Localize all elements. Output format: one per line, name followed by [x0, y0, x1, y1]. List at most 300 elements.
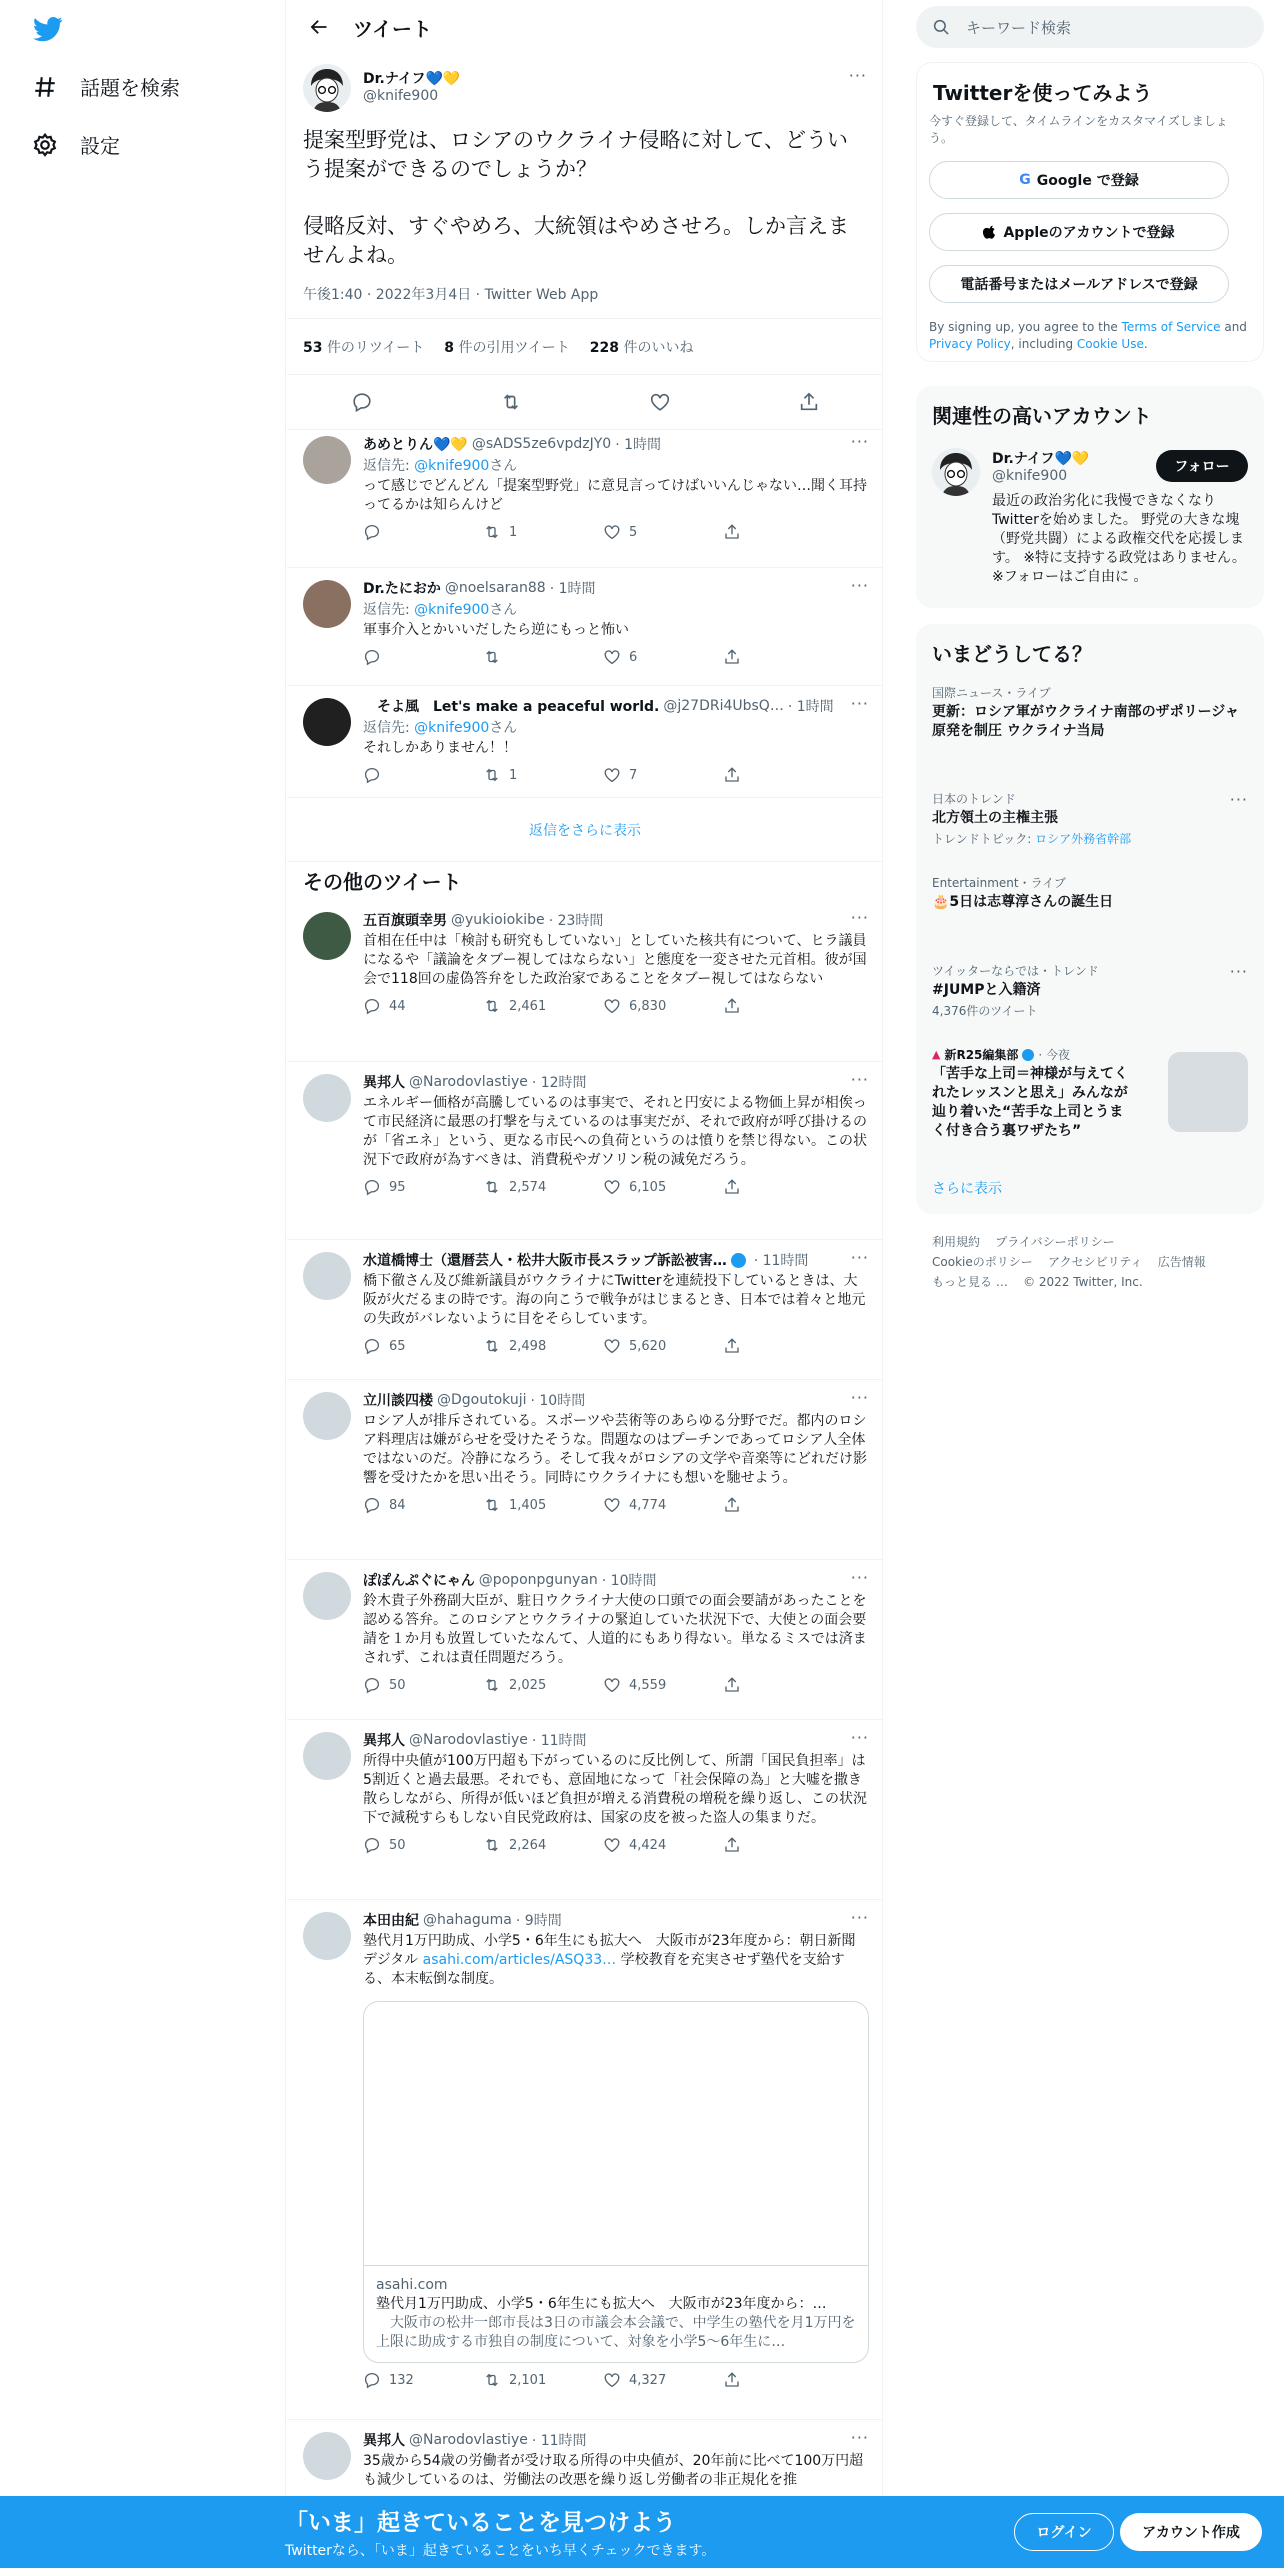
bottom-bar-headline: 「いま」起きていることを見つけよう [285, 2510, 676, 2536]
tweet-body [363, 1570, 869, 1694]
other-tweets-heading: その他のツイート [303, 870, 462, 894]
like-button[interactable] [603, 523, 723, 541]
tweet-action-bar [363, 766, 869, 784]
reply-button[interactable] [363, 1836, 483, 1854]
avatar[interactable] [303, 1732, 351, 1780]
more-options-icon[interactable]: ··· [850, 432, 869, 451]
tweet-text-part: 学校教育を充実させず塾代を支給する、本末転倒な制度。 [363, 1952, 845, 1987]
share-icon [723, 1496, 741, 1514]
retweets-label: 件のリツイート [326, 340, 425, 356]
like-icon [603, 766, 621, 784]
tweet-text [303, 126, 867, 270]
author-name[interactable]: 五百旗頭幸男 [363, 913, 447, 929]
author-name[interactable]: ぽぽんぷぐにゃん [363, 1573, 475, 1589]
trend-item[interactable] [932, 790, 1248, 847]
retweet-count: 2,025 [509, 1677, 547, 1693]
reply-tweet[interactable] [287, 424, 883, 568]
like-button[interactable] [603, 766, 723, 784]
avatar[interactable] [303, 1572, 351, 1620]
tweet-action-bar [363, 997, 869, 1015]
like-button[interactable] [603, 1178, 723, 1196]
reply-icon [363, 523, 381, 541]
terms-text: and [1220, 320, 1247, 334]
tweet-stats [303, 337, 693, 357]
more-options-icon[interactable]: ··· [850, 694, 869, 713]
reply-count: 84 [389, 1497, 406, 1513]
tweet-meta [363, 434, 869, 454]
tweet-text: 軍事介入とかいいだしたら逆にもっと怖い [363, 622, 629, 638]
like-icon [603, 1676, 621, 1694]
tweet-text: 35歳から54歳の労働者が受け取る所得の中央値が、20年前に比べて100万円超も減少しているのは、労働法の改悪を繰り返し労働者の非正規化を推 [363, 2453, 864, 2488]
like-button[interactable] [603, 1676, 723, 1694]
like-icon [603, 997, 621, 1015]
tweet-meta [363, 578, 869, 598]
author-handle[interactable]: @knife900 [363, 88, 439, 104]
tweet-time[interactable]: · 10時間 [530, 1393, 586, 1409]
signup-card-title: Twitterを使ってみよう [933, 81, 1153, 105]
reply-icon [363, 1178, 381, 1196]
retweet-count: 2,498 [509, 1338, 547, 1354]
reply-icon [363, 1496, 381, 1514]
author-handle[interactable]: @hahaguma [423, 1912, 512, 1928]
author-name[interactable]: そよ風 Let's make a peaceful world. [363, 699, 660, 715]
reply-count: 50 [389, 1677, 406, 1693]
back-button[interactable] [301, 9, 337, 45]
retweet-button[interactable] [483, 648, 603, 666]
like-icon[interactable] [649, 391, 671, 413]
more-options-icon[interactable]: ··· [1229, 790, 1248, 809]
google-signup-label: Google で登録 [1036, 173, 1139, 189]
more-options-icon[interactable]: ··· [850, 1248, 869, 1267]
quotes-stat[interactable] [444, 337, 570, 357]
terms-text: , including [1010, 337, 1077, 351]
tweet[interactable] [287, 1720, 883, 1900]
like-button[interactable] [603, 648, 723, 666]
tweet-time[interactable]: · 10時間 [601, 1573, 657, 1589]
quotes-count: 8 [444, 340, 454, 356]
retweet-icon [483, 1496, 501, 1514]
share-button[interactable] [723, 2371, 843, 2389]
author-handle[interactable]: @sADS5ze6vpdzJY0 [471, 436, 612, 452]
author-handle[interactable]: @Narodovlastiye [409, 1732, 528, 1748]
author-name[interactable]: 本田由紀 [363, 1913, 419, 1929]
show-more-replies-link[interactable]: 返信をさらに表示 [287, 798, 883, 862]
phone-email-signup-button[interactable] [929, 265, 1229, 303]
trend-item[interactable] [932, 684, 1248, 741]
divider [287, 318, 883, 319]
author-name[interactable]: 水道橋博士（還暦芸人・松井大阪市長スラップ訴訟被害… [363, 1253, 727, 1269]
nav-settings-label: 設定 [80, 134, 120, 158]
avatar[interactable] [303, 1392, 351, 1440]
tweet-text: エネルギー価格が高騰しているのは事実で、それと円安による物価上昇が相俟って市民経済に最悪の打撃を与えているのは事実だが、それで政府が呼び掛けるのが「省エネ」という、更なる市民への負荷というのは憤りを禁じ得ない。この状況下で政府が為すべきは、消費税やガソリン税の減免だろう。 [363, 1095, 867, 1168]
terms-text: . [1143, 337, 1148, 351]
share-button[interactable] [723, 997, 843, 1015]
footer-cookie-link[interactable]: Cookieのポリシー [932, 1255, 1033, 1269]
footer-privacy-link[interactable]: プライバシーポリシー [995, 1235, 1115, 1249]
avatar[interactable] [303, 580, 351, 628]
retweet-count: 2,574 [509, 1179, 547, 1195]
tweet-time[interactable]: · 1時間 [615, 437, 661, 453]
reply-count: 50 [389, 1837, 406, 1853]
tweet-action-bar [363, 523, 869, 541]
tweet[interactable] [287, 1240, 883, 1380]
reply-tweet[interactable] [287, 568, 883, 686]
tweet-text: って感じでどんどん「提案型野党」に意見言ってけばいいんじゃない…聞く耳持ってるかは知らんけど [363, 478, 867, 513]
reply-icon [363, 1337, 381, 1355]
reply-button[interactable] [363, 1496, 483, 1514]
more-options-icon[interactable]: ··· [850, 1568, 869, 1587]
share-icon [723, 1178, 741, 1196]
retweet-icon[interactable] [500, 391, 522, 413]
left-nav [0, 0, 286, 2568]
retweet-count: 2,264 [509, 1837, 547, 1853]
like-count: 6 [629, 649, 638, 665]
reply-icon [363, 997, 381, 1015]
avatar-illustration-icon [303, 64, 351, 112]
reply-context [363, 599, 869, 619]
gear-icon [32, 132, 58, 158]
avatar[interactable] [303, 436, 351, 484]
author-handle[interactable]: @poponpgunyan [478, 1572, 598, 1588]
retweet-icon [483, 1337, 501, 1355]
avatar[interactable] [303, 698, 351, 746]
tweet-text: ロシア人が排斥されている。スポーツや芸術等のあらゆる分野でだ。都内のロシア料理店は嫌がらせを受けたそうな。問題なのはプーチンであってロシア人全体ではないのだ。冷静になろう。そして我々がロシアの文学や音楽等にどれだけ影響を受けたかを思い出そう。同時にウクライナにも想いを馳せよう。 [363, 1413, 867, 1486]
tweet-timestamp[interactable]: 午後1:40 · 2022年3月4日 · Twitter Web App [303, 287, 599, 303]
retweet-icon [483, 1178, 501, 1196]
share-button[interactable] [723, 1676, 843, 1694]
more-options-icon[interactable]: ··· [850, 1070, 869, 1089]
verified-badge-icon [1022, 1049, 1034, 1061]
tweet-body [363, 2430, 869, 2490]
reply-prefix: 返信先: [363, 602, 415, 618]
author-handle[interactable]: @Narodovlastiye [409, 1074, 528, 1090]
share-button[interactable] [723, 766, 843, 784]
tweet-text: 鈴木貴子外務副大臣が、駐日ウクライナ大使の口頭での面会要請があったことを認める答弁。このロシアとウクライナの緊迫していた状況下で、大使との面会要請を１か月も放置していたなんて、人道的にもあり得ない。単なるミスでは済まされず、これは責任問題だろう。 [363, 1593, 867, 1666]
reply-button[interactable] [363, 1337, 483, 1355]
back-arrow-icon [309, 17, 329, 37]
trend-item[interactable] [932, 1046, 1248, 1141]
trend-category: 日本のトレンド [932, 792, 1016, 806]
author-name[interactable]: 異邦人 [363, 1733, 405, 1749]
tweet-body [363, 696, 869, 784]
author-name[interactable]: Dr.たにおか [363, 581, 441, 597]
share-button[interactable] [723, 648, 843, 666]
author-name[interactable]: 立川談四楼 [363, 1393, 433, 1409]
reply-suffix: さん [489, 720, 518, 736]
trends-card [916, 624, 1264, 1214]
trend-thumbnail [1168, 1052, 1248, 1132]
trends-title: いまどうしてる？ [932, 642, 1092, 666]
avatar[interactable] [303, 1252, 351, 1300]
apple-signup-label: Appleのアカウントで登録 [1003, 225, 1175, 241]
bottom-signup-bar [0, 2496, 1284, 2568]
like-count: 5 [629, 524, 638, 540]
tweet-action-bar [363, 1676, 869, 1694]
footer-more-link[interactable]: もっと見る … [932, 1275, 1008, 1289]
like-count: 6,830 [629, 998, 667, 1014]
reply-button[interactable] [363, 2371, 483, 2389]
likes-stat[interactable] [590, 337, 694, 357]
trend-source-time: · 今夜 [1038, 1048, 1071, 1062]
more-options-icon[interactable]: ··· [850, 1728, 869, 1747]
retweet-icon [483, 523, 501, 541]
avatar[interactable] [932, 448, 980, 496]
tweet-body [363, 1390, 869, 1514]
tweet[interactable] [287, 1062, 883, 1240]
share-icon [723, 648, 741, 666]
share-button[interactable] [723, 1178, 843, 1196]
trend-topic-link[interactable]: ロシア外務省幹部 [1035, 832, 1132, 846]
tweet-meta [363, 1570, 869, 1590]
tweet-text: 橋下徹さん及び維新議員がウクライナにTwitterを連続投下しているときは、大阪が火だるまの時です。海の向こうで戦争がはじまるとき、日本では着々と地元の失政がバレないように目をそらしています。 [363, 1273, 866, 1327]
tweet-meta [363, 1910, 869, 1930]
retweet-button[interactable] [483, 523, 603, 541]
like-icon [603, 1178, 621, 1196]
reply-count: 95 [389, 1179, 406, 1195]
sidebar-footer [932, 1232, 1252, 1292]
share-icon[interactable] [798, 391, 820, 413]
trend-title: 🎂5日は志尊淳さんの誕生日 [932, 894, 1114, 910]
tweet-text-part: 塾代月1万円助成、小学5・6年生にも拡大へ 大阪市が23年度から：朝日新聞デジタル [363, 1933, 856, 1968]
link-card[interactable] [363, 2001, 869, 2363]
retweet-button[interactable] [483, 1836, 603, 1854]
retweet-icon [483, 997, 501, 1015]
tweet[interactable] [287, 1380, 883, 1560]
author-handle[interactable]: @Dgoutokuji [437, 1392, 527, 1408]
share-button[interactable] [723, 1496, 843, 1514]
tweet-time[interactable]: · 11時間 [531, 1733, 587, 1749]
avatar[interactable] [303, 2432, 351, 2480]
trend-sub-prefix: トレンドトピック: [932, 832, 1036, 846]
more-options-icon[interactable]: ··· [850, 576, 869, 595]
show-more-trends-link[interactable]: さらに表示 [932, 1181, 1002, 1197]
author-handle[interactable]: @yukioiokibe [451, 912, 545, 928]
like-icon [603, 523, 621, 541]
retweets-count: 53 [303, 340, 323, 356]
tweet-paragraph-2: 侵略反対、すぐやめろ、大統領はやめさせろ。しか言えませんよね。 [303, 214, 849, 267]
main-column [287, 0, 883, 2568]
more-options-icon[interactable]: ··· [850, 2428, 869, 2447]
cookie-use-link[interactable]: Cookie Use [1076, 337, 1144, 351]
tweet-meta [363, 1390, 869, 1410]
tweet-action-bar [363, 648, 869, 666]
retweet-icon [483, 1676, 501, 1694]
footer-accessibility-link[interactable]: アクセシビリティ [1048, 1255, 1143, 1269]
tweet-link[interactable]: asahi.com/articles/ASQ33… [422, 1952, 617, 1968]
reply-to-link[interactable]: @knife900 [414, 458, 490, 474]
trend-title: 「苦手な上司＝神様が与えてくれたレッスンと思え」みんなが辿り着いた“苦手な上司とうまく付き合う裏ワザたち” [932, 1066, 1128, 1139]
tweet-body [363, 1730, 869, 1854]
related-account-name[interactable]: Dr.ナイフ💙💛 [992, 451, 1090, 467]
reply-button[interactable] [363, 1676, 483, 1694]
quotes-label: 件の引用ツイート [458, 340, 570, 356]
share-button[interactable] [723, 1836, 843, 1854]
tweet[interactable] [287, 1560, 883, 1720]
tweet-time[interactable]: · 1時間 [549, 581, 596, 597]
trend-subtitle [932, 830, 1248, 847]
retweet-count: 2,461 [509, 998, 547, 1014]
search-box[interactable] [916, 6, 1264, 48]
more-options-icon[interactable]: ··· [848, 66, 867, 85]
retweet-button[interactable] [483, 1496, 603, 1514]
reply-button[interactable] [363, 766, 483, 784]
login-button[interactable]: ログイン [1014, 2513, 1114, 2551]
share-icon [723, 2371, 741, 2389]
reply-tweet[interactable] [287, 686, 883, 798]
trend-source-name: 新R25編集部 [944, 1048, 1019, 1062]
like-button[interactable] [603, 1496, 723, 1514]
like-icon [603, 1496, 621, 1514]
likes-count: 228 [589, 340, 619, 356]
trend-subtitle: 4,376件のツイート [932, 1004, 1038, 1018]
like-icon [603, 648, 621, 666]
tweet-meta [363, 1730, 869, 1750]
privacy-policy-link[interactable]: Privacy Policy [929, 337, 1011, 351]
signup-card [916, 62, 1264, 362]
avatar[interactable] [303, 1912, 351, 1960]
search-icon [932, 18, 950, 36]
retweet-button[interactable] [483, 1676, 603, 1694]
reply-to-link[interactable]: @knife900 [414, 602, 490, 618]
trend-category: ツイッターならでは・トレンド [932, 964, 1099, 978]
reply-suffix: さん [489, 602, 518, 618]
trend-category: 国際ニュース・ライブ [932, 686, 1051, 700]
tweet-meta [363, 696, 869, 716]
tweet-body [363, 578, 869, 666]
footer-ads-link[interactable]: 広告情報 [1157, 1255, 1206, 1269]
related-account-bio: 最近の政治劣化に我慢できなくなりTwitterを始めました。 野党の大きな塊（野党共闘）による政権交代を応援します。 ※特に支持する政党はありません。 ※フォローはご自由に 。 [992, 493, 1246, 585]
like-button[interactable] [603, 997, 723, 1015]
tweet-time[interactable]: · 1時間 [787, 699, 834, 715]
share-icon [723, 1676, 741, 1694]
like-icon [603, 1337, 621, 1355]
apple-signup-button[interactable] [929, 213, 1229, 251]
reply-suffix: さん [489, 458, 518, 474]
author-name[interactable]: 異邦人 [363, 1075, 405, 1091]
reply-button[interactable] [363, 1178, 483, 1196]
nav-settings[interactable] [32, 130, 120, 159]
author-name[interactable]: 異邦人 [363, 2433, 405, 2449]
share-button[interactable] [723, 1337, 843, 1355]
tweet[interactable] [287, 900, 883, 1062]
tweet-time[interactable]: · 23時間 [548, 913, 604, 929]
retweet-button[interactable] [483, 1337, 603, 1355]
likes-label: 件のいいね [623, 340, 694, 356]
nav-explore-label: 話題を検索 [80, 76, 180, 100]
retweet-count: 2,101 [509, 2372, 547, 2388]
reply-button[interactable] [363, 648, 483, 666]
nav-explore[interactable] [32, 72, 180, 101]
tweet-time[interactable]: · 11時間 [753, 1253, 809, 1269]
like-icon [603, 2371, 621, 2389]
link-card-info [364, 2266, 868, 2362]
trend-item[interactable] [932, 962, 1248, 1019]
reply-context [363, 717, 869, 737]
tweet-time[interactable]: · 9時間 [515, 1913, 562, 1929]
trend-title: 北方領土の主権主張 [932, 810, 1058, 826]
more-options-icon[interactable]: ··· [1229, 962, 1248, 981]
avatar[interactable] [303, 1074, 351, 1122]
like-icon [603, 1836, 621, 1854]
signup-button[interactable]: アカウント作成 [1120, 2513, 1262, 2551]
tweet-action-bar [363, 1178, 869, 1196]
like-button[interactable] [603, 2371, 723, 2389]
author-handle[interactable]: @noelsaran88 [444, 580, 546, 596]
like-button[interactable] [603, 1836, 723, 1854]
retweet-button[interactable] [483, 766, 603, 784]
like-button[interactable] [603, 1337, 723, 1355]
retweet-button[interactable] [483, 997, 603, 1015]
retweet-button[interactable] [483, 2371, 603, 2389]
reply-button[interactable] [363, 997, 483, 1015]
google-icon: G [1019, 172, 1031, 188]
tweet-meta [363, 910, 869, 930]
author-handle[interactable]: @j27DRi4UbsQ… [663, 698, 784, 714]
reply-button[interactable] [363, 523, 483, 541]
trend-item[interactable] [932, 874, 1248, 912]
retweet-count: 1 [509, 767, 518, 783]
signup-terms [929, 319, 1251, 353]
tweet-body [363, 1910, 869, 2389]
like-count: 7 [629, 767, 638, 783]
tweet-time[interactable]: · 12時間 [531, 1075, 587, 1091]
tweet-text: それしかありません！！ [363, 740, 517, 756]
reply-icon[interactable] [351, 391, 373, 413]
tweet-time[interactable]: · 11時間 [531, 2433, 587, 2449]
reply-prefix: 返信先: [363, 720, 415, 736]
footer-terms-link[interactable]: 利用規約 [932, 1235, 981, 1249]
author-name[interactable]: あめとりん💙💛 [363, 437, 468, 453]
tweet-meta [363, 2430, 869, 2450]
footer-copyright: © 2022 Twitter, Inc. [1023, 1275, 1143, 1289]
link-card-title: 塾代月1万円助成、小学5・6年生にも拡大へ 大阪市が23年度から：… [376, 2296, 827, 2312]
reply-to-link[interactable]: @knife900 [414, 720, 490, 736]
share-button[interactable] [723, 523, 843, 541]
trend-title: 更新：ロシア軍がウクライナ南部のザポリージャ原発を制圧 ウクライナ当局 [932, 704, 1240, 739]
share-icon [723, 766, 741, 784]
page-header [287, 0, 883, 54]
follow-button[interactable]: フォロー [1156, 450, 1248, 482]
like-count: 4,424 [629, 1837, 667, 1853]
retweets-stat[interactable] [303, 337, 424, 357]
avatar[interactable] [303, 912, 351, 960]
avatar[interactable] [303, 64, 351, 112]
like-count: 4,559 [629, 1677, 667, 1693]
related-account-handle[interactable]: @knife900 [992, 468, 1068, 484]
apple-icon [983, 225, 997, 239]
google-signup-button[interactable] [929, 161, 1229, 199]
author-name[interactable]: Dr.ナイフ💙💛 [363, 71, 461, 87]
reply-count: 44 [389, 998, 406, 1014]
retweet-icon [483, 2371, 501, 2389]
twitter-logo-icon[interactable] [32, 14, 64, 44]
more-options-icon[interactable]: ··· [850, 1388, 869, 1407]
hashtag-icon [32, 74, 58, 100]
tweet-body [363, 1250, 869, 1355]
tweet[interactable] [287, 1900, 883, 2420]
avatar-illustration-icon [932, 448, 980, 496]
tweet-body [363, 434, 869, 541]
more-options-icon[interactable]: ··· [850, 908, 869, 927]
share-icon [723, 1337, 741, 1355]
more-options-icon[interactable]: ··· [850, 1908, 869, 1927]
author-handle[interactable]: @Narodovlastiye [409, 2432, 528, 2448]
trend-title: #JUMPと入籍済 [932, 982, 1041, 998]
tweet-meta [363, 1072, 869, 1092]
retweet-button[interactable] [483, 1178, 603, 1196]
terms-of-service-link[interactable]: Terms of Service [1121, 320, 1221, 334]
retweet-icon [483, 1836, 501, 1854]
